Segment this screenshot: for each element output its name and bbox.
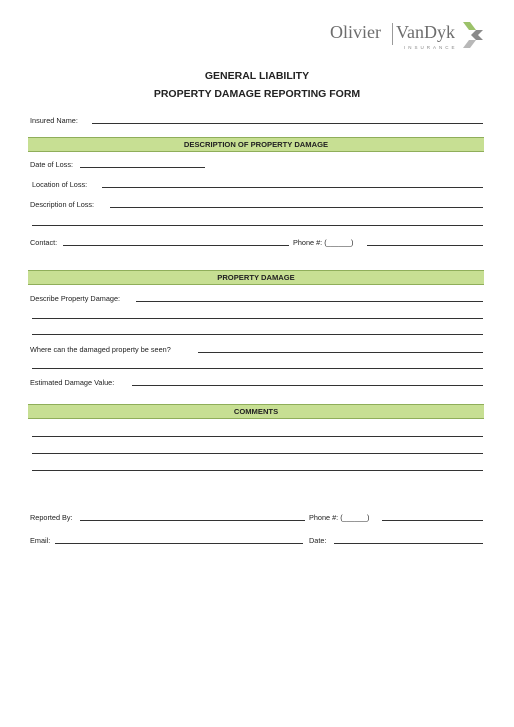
contact-phone-field[interactable] xyxy=(367,245,483,246)
reporter-phone-label: Phone #: (______) xyxy=(309,513,370,522)
describe-property-damage-label: Describe Property Damage: xyxy=(30,294,121,303)
estimated-value-label: Estimated Damage Value: xyxy=(30,378,115,387)
logo-subtitle: INSURANCE xyxy=(404,45,458,50)
comments-line-2[interactable] xyxy=(32,453,483,454)
describe-property-damage-field-line3[interactable] xyxy=(32,334,483,335)
logo-name-left: Olivier xyxy=(330,22,381,42)
where-seen-field-line2[interactable] xyxy=(32,368,483,369)
email-label: Email: xyxy=(30,536,51,545)
date-of-loss-label: Date of Loss: xyxy=(30,160,73,169)
contact-phone-label: Phone #: (______) xyxy=(293,238,354,247)
insured-name-field[interactable] xyxy=(92,123,483,124)
date-field[interactable] xyxy=(334,543,483,544)
reported-by-field[interactable] xyxy=(80,520,305,521)
comments-line-3[interactable] xyxy=(32,470,483,471)
logo-mark-icon xyxy=(460,20,486,50)
section-property-header: PROPERTY DAMAGE xyxy=(28,270,484,285)
email-field[interactable] xyxy=(55,543,303,544)
date-label: Date: xyxy=(309,536,327,545)
form-title-line1: GENERAL LIABILITY xyxy=(204,70,310,82)
where-seen-field[interactable] xyxy=(198,352,483,353)
description-of-loss-field[interactable] xyxy=(110,207,483,208)
estimated-value-field[interactable] xyxy=(132,385,483,386)
reported-by-label: Reported By: xyxy=(30,513,73,522)
logo-name-right: VanDyk xyxy=(396,22,455,42)
contact-field[interactable] xyxy=(63,245,289,246)
logo-divider xyxy=(392,23,393,45)
description-of-loss-field-line2[interactable] xyxy=(32,225,483,226)
section-description-header: DESCRIPTION OF PROPERTY DAMAGE xyxy=(28,137,484,152)
company-logo xyxy=(330,20,490,56)
section-comments-header: COMMENTS xyxy=(28,404,484,419)
date-of-loss-field[interactable] xyxy=(80,167,205,168)
comments-line-1[interactable] xyxy=(32,436,483,437)
description-of-loss-label: Description of Loss: xyxy=(30,200,95,209)
describe-property-damage-field-line2[interactable] xyxy=(32,318,483,319)
describe-property-damage-field[interactable] xyxy=(136,301,483,302)
contact-label: Contact: xyxy=(30,238,58,247)
location-of-loss-field[interactable] xyxy=(102,187,483,188)
form-title-line2: PROPERTY DAMAGE REPORTING FORM xyxy=(153,88,361,100)
where-seen-label: Where can the damaged property be seen? xyxy=(30,345,171,354)
insured-name-label: Insured Name: xyxy=(30,116,78,125)
location-of-loss-label: Location of Loss: xyxy=(32,180,88,189)
reporter-phone-field[interactable] xyxy=(382,520,483,521)
